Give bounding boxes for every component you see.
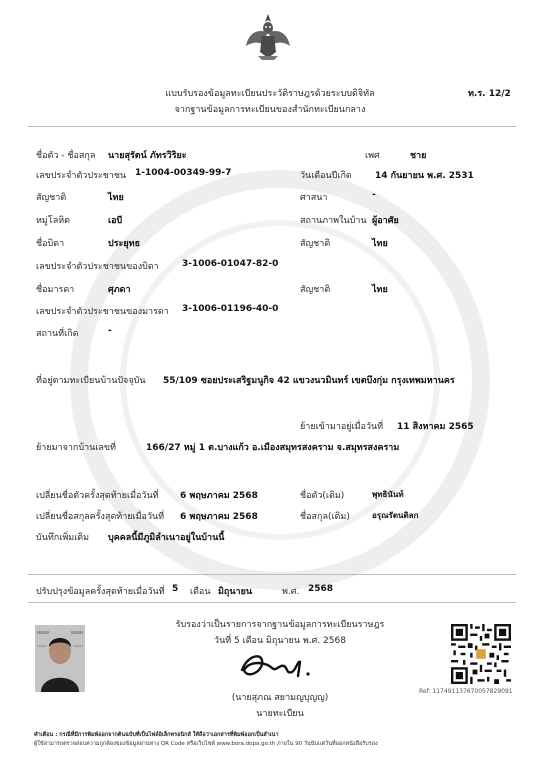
- qr-logo-icon: [476, 649, 486, 659]
- update-month: มิถุนายน: [218, 587, 253, 597]
- document-subtitle: จากฐานข้อมูลการทะเบียนของสำนักทะเบียนกลาง: [174, 105, 366, 115]
- house-status-value: ผู้อาศัย: [372, 216, 399, 226]
- mother-nationality-label: สัญชาติ: [300, 285, 331, 295]
- divider-update-bottom: [28, 602, 516, 603]
- registrar-name: (นายสุภณ สยามญบุญญ): [231, 693, 329, 703]
- surname-change-label: เปลี่ยนชื่อสกุลครั้งสุดท้ายเมื่อวันที่: [36, 512, 165, 522]
- mother-nationality-value: ไทย: [372, 285, 388, 295]
- old-surname-label: ชื่อสกุล(เดิม): [300, 512, 350, 522]
- old-name-value: พุทธินันท์: [372, 490, 404, 499]
- note-label: บันทึกเพิ่มเติม: [36, 533, 90, 543]
- birthplace-label: สถานที่เกิด: [36, 329, 79, 339]
- note-value: บุคคลนี้มีภูมิลำเนาอยู่ในบ้านนี้: [108, 533, 225, 543]
- father-id-label: เลขประจำตัวประชาชนของบิดา: [36, 262, 159, 272]
- moved-from-label: ย้ายมาจากบ้านเลขที่: [36, 443, 116, 453]
- update-label: ปรับปรุงข้อมูลครั้งสุดท้ายเมื่อวันที่: [36, 587, 165, 597]
- mother-value: ศุภดา: [108, 285, 131, 295]
- document-title: แบบรับรองข้อมูลทะเบียนประวัติราษฎรด้วยระบบดิจิทัล: [165, 89, 375, 99]
- certify-line-1: รับรองว่าเป็นรายการจากฐานข้อมูลการทะเบียนราษฎร: [175, 620, 385, 630]
- name-value: นายสุรัตน์ ภัทรวิริยะ: [108, 151, 187, 161]
- divider-update-top: [28, 574, 516, 575]
- update-year-label: พ.ศ.: [282, 587, 300, 597]
- name-change-label: เปลี่ยนชื่อตัวครั้งสุดท้ายเมื่อวันที่: [36, 491, 159, 501]
- father-label: ชื่อบิดา: [36, 239, 65, 249]
- old-surname-value: อรุณรัตนติลก: [372, 511, 419, 520]
- id-value: 1-1004-00349-99-7: [135, 168, 232, 178]
- qr-code-icon: [451, 624, 511, 684]
- garuda-emblem-icon: [244, 12, 292, 62]
- father-id-value: 3-1006-01047-82-0: [182, 259, 279, 269]
- citizen-photo: [35, 625, 85, 692]
- blood-label: หมู่โลหิต: [36, 216, 70, 226]
- movein-value: 11 สิงหาคม 2565: [397, 422, 474, 432]
- mother-id-value: 3-1006-01196-40-0: [182, 304, 279, 314]
- id-label: เลขประจำตัวประชาชน: [36, 171, 127, 181]
- blood-value: เอบี: [108, 216, 123, 226]
- moved-from-value: 166/27 หมู่ 1 ต.บางแก้ว อ.เมืองสมุทรสงคราม จ.สมุทรสงคราม: [146, 443, 400, 453]
- house-status-label: สถานภาพในบ้าน: [300, 216, 367, 226]
- form-code: ท.ร. 12/2: [468, 89, 511, 99]
- update-day: 5: [172, 584, 179, 594]
- name-change-value: 6 พฤษภาคม 2568: [180, 491, 258, 501]
- dob-value: 14 กันยายน พ.ศ. 2531: [375, 171, 474, 181]
- father-value: ประยุทธ: [108, 239, 141, 249]
- certify-line-2: วันที่ 5 เดือน มิถุนายน พ.ศ. 2568: [214, 636, 346, 646]
- birthplace-value: -: [108, 326, 112, 336]
- mother-label: ชื่อมารดา: [36, 285, 75, 295]
- nationality-label: สัญชาติ: [36, 193, 67, 203]
- name-label: ชื่อตัว - ชื่อสกุล: [36, 151, 96, 161]
- divider-top: [28, 126, 516, 127]
- father-nationality-label: สัญชาติ: [300, 239, 331, 249]
- religion-label: ศาสนา: [300, 193, 328, 203]
- religion-value: -: [372, 190, 376, 200]
- nationality-value: ไทย: [108, 193, 124, 203]
- update-year: 2568: [308, 584, 334, 594]
- movein-label: ย้ายเข้ามาอยู่เมื่อวันที่: [300, 422, 384, 432]
- footer-verify-note: ผู้ใช้สามารถตรวจสอบความถูกต้องของข้อมูลผ่านทาง QR Code หรือเว็บไซต์ www.bora.dopa.go.th ภายใน 90 วันนับแต่วันที่ออกหนังสือรับรอง: [34, 741, 378, 747]
- address-value: 55/109 ซอยประเสริฐมนูกิจ 42 แขวงนวมินทร์ เขตบึงกุ่ม กรุงเทพมหานคร: [163, 376, 455, 386]
- registrar-title: นายทะเบียน: [256, 709, 304, 719]
- mother-id-label: เลขประจำตัวประชาชนของมารดา: [36, 307, 169, 317]
- reference-number: Ref: 11749113767005782909​1: [419, 688, 513, 695]
- sex-value: ชาย: [410, 151, 427, 161]
- update-month-label: เดือน: [190, 587, 211, 597]
- surname-change-value: 6 พฤษภาคม 2568: [180, 512, 258, 522]
- address-label: ที่อยู่ตามทะเบียนบ้านปัจจุบัน: [36, 376, 146, 386]
- sex-label: เพศ: [365, 151, 380, 161]
- old-name-label: ชื่อตัว(เดิม): [300, 491, 345, 501]
- dob-label: วันเดือนปีเกิด: [300, 171, 352, 181]
- registrar-signature: [236, 648, 326, 682]
- footer-warning: คำเตือน : กรณีที่มีการพิมพ์ออกจากต้นฉบับที่เป็นไฟล์อิเล็กทรอนิกส์ ให้ถือว่าเอกสารที่พิมพ์ออกเป็นสำเนา: [34, 732, 279, 738]
- father-nationality-value: ไทย: [372, 239, 388, 249]
